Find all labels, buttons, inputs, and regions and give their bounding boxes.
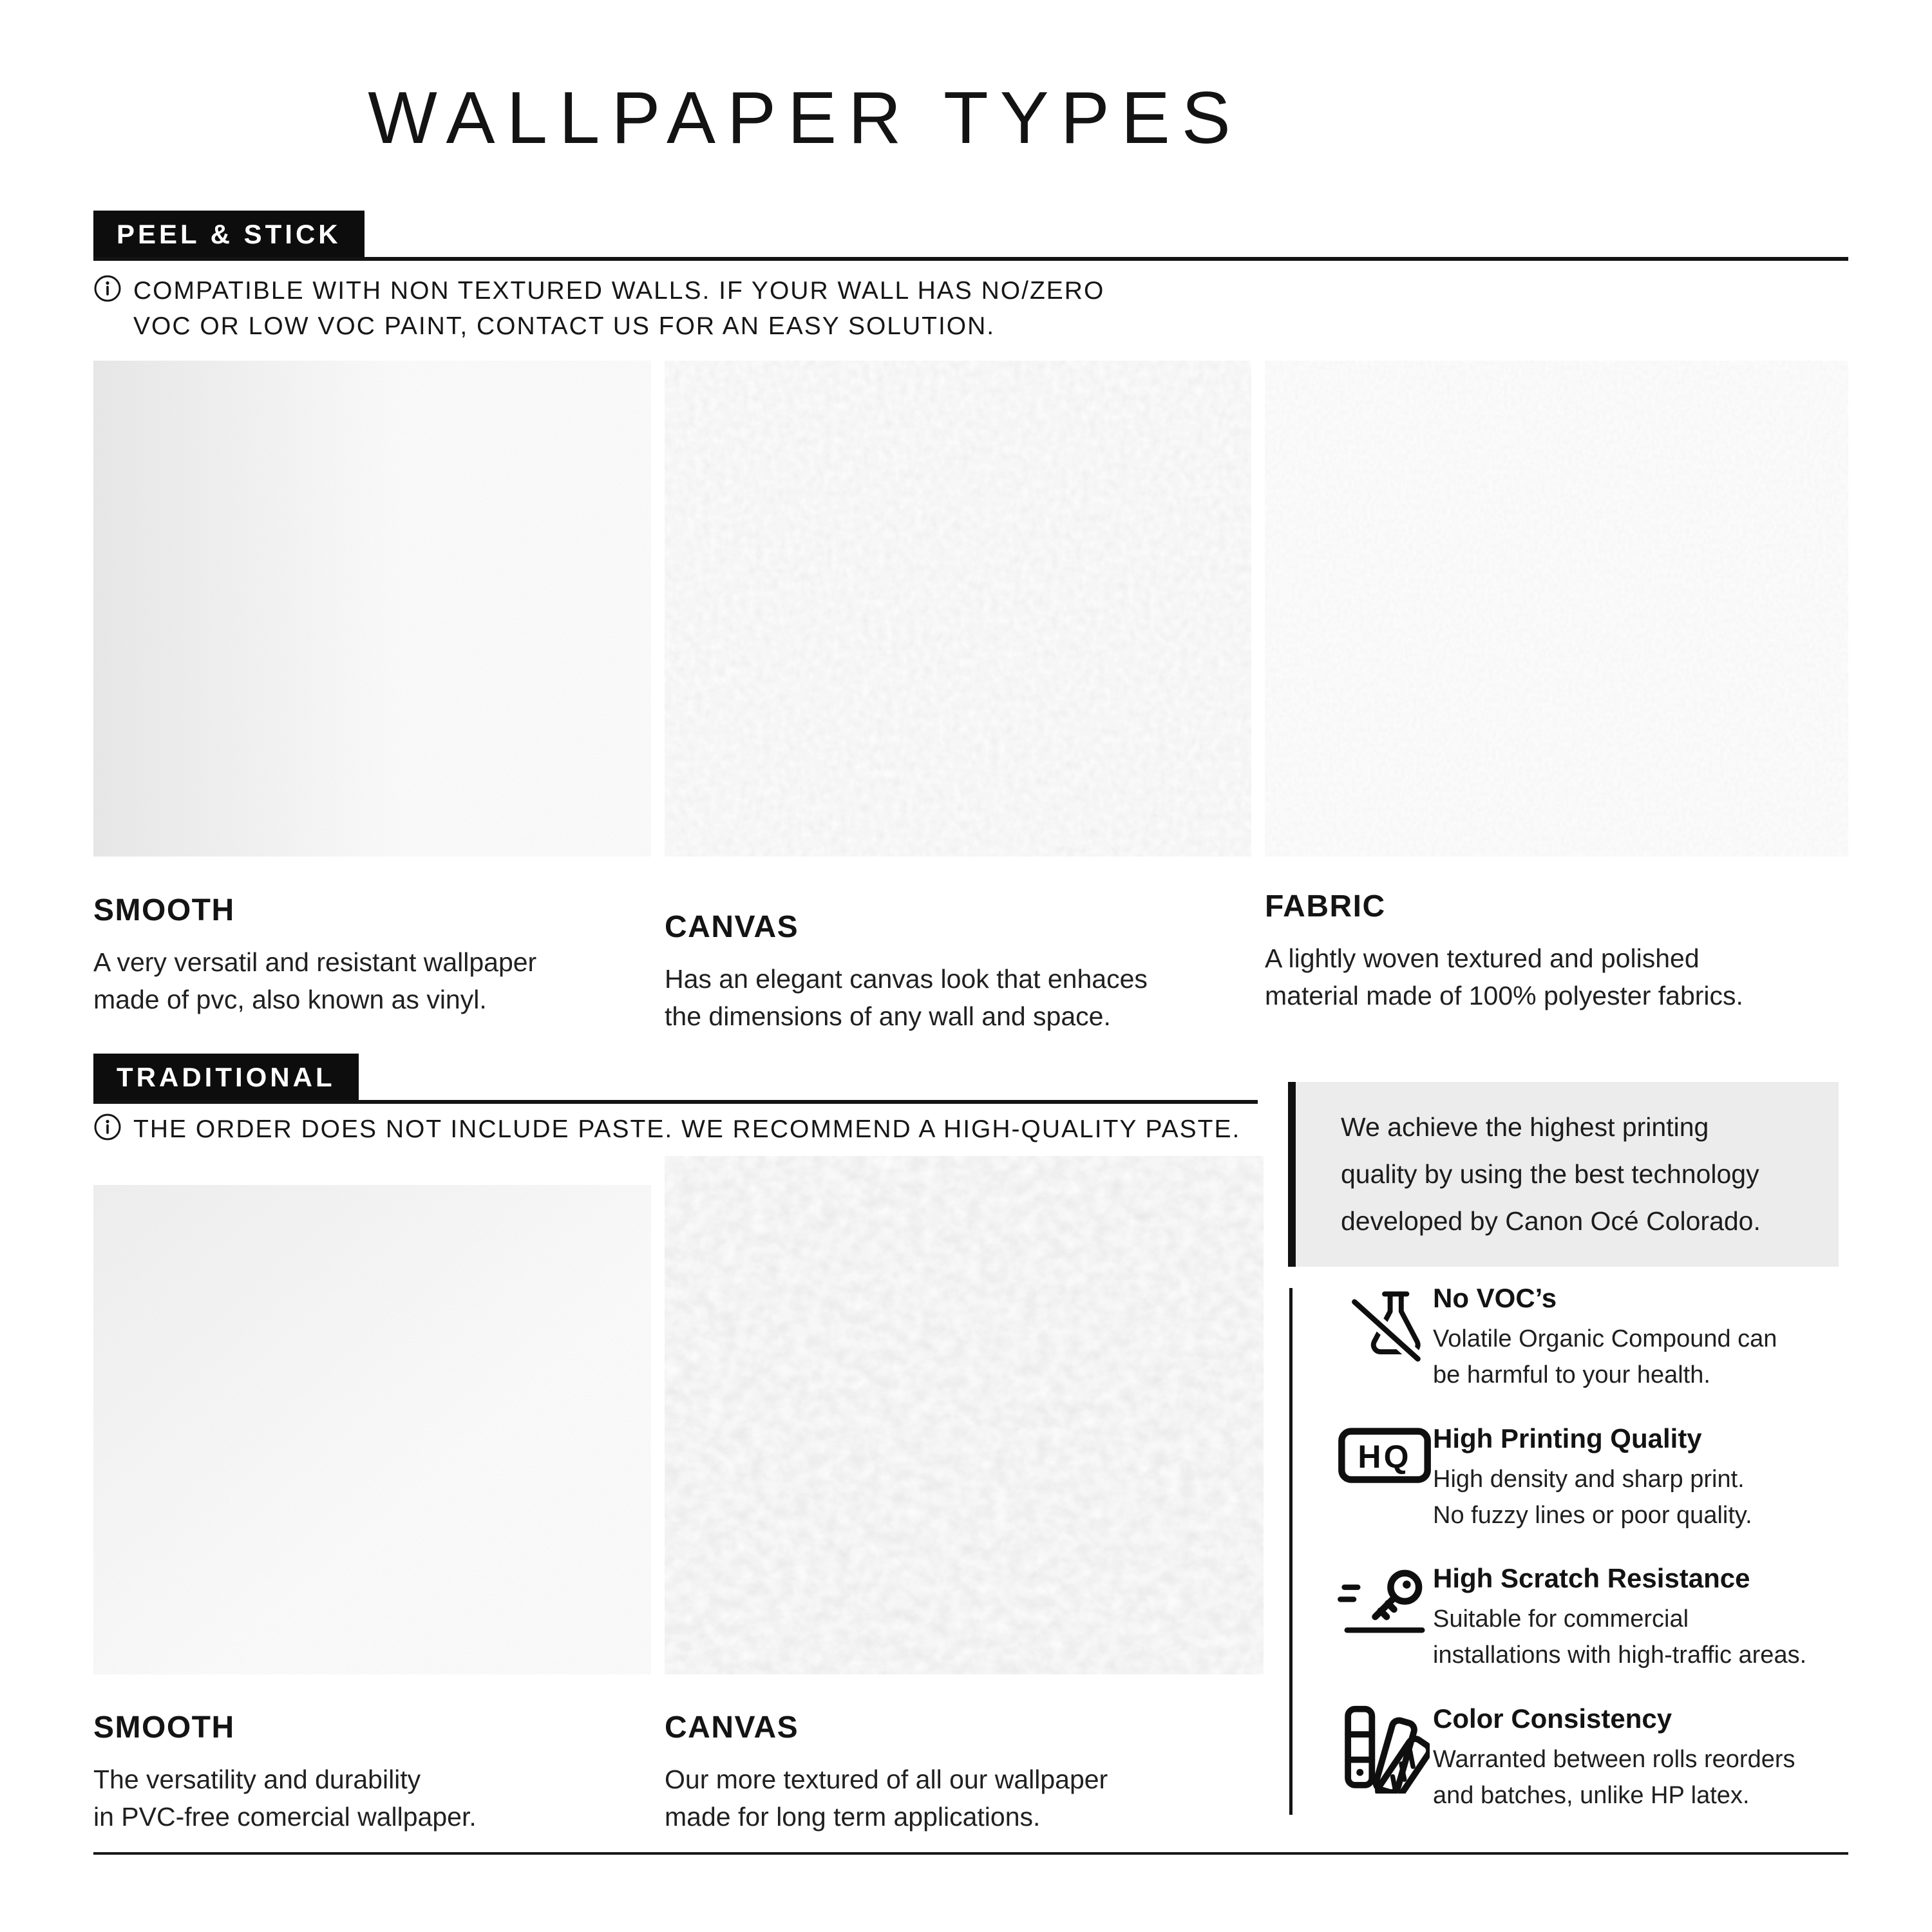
section-badge-traditional: TRADITIONAL bbox=[93, 1054, 359, 1100]
swatch-description bbox=[665, 960, 1251, 1035]
swatch-description bbox=[1265, 940, 1848, 1014]
feature-item-no-voc bbox=[1336, 1283, 1852, 1394]
swatch-card-smooth-traditional bbox=[93, 1185, 651, 1835]
feature-description bbox=[1433, 1321, 1852, 1394]
swatch-description-line: Has an elegant canvas look that enhaces bbox=[665, 964, 1148, 994]
hq-badge-icon bbox=[1336, 1423, 1433, 1488]
fabric-texture-sample bbox=[1265, 361, 1848, 857]
section-header-peel-stick bbox=[93, 211, 1848, 261]
info-note-peel-stick bbox=[93, 273, 1104, 345]
printing-quality-note-box bbox=[1288, 1082, 1839, 1267]
peel-stick-swatches bbox=[93, 361, 1848, 1035]
feature-item-high-printing-quality bbox=[1336, 1423, 1852, 1534]
feature-description-line: be harmful to your health. bbox=[1433, 1361, 1710, 1388]
section-badge-peel-stick: PEEL & STICK bbox=[93, 211, 365, 257]
swatch-description-line: made of pvc, also known as vinyl. bbox=[93, 985, 487, 1015]
swatch-description-line: material made of 100% polyester fabrics. bbox=[1265, 981, 1743, 1011]
canvas-texture-sample bbox=[665, 361, 1251, 857]
feature-title: High Printing Quality bbox=[1433, 1423, 1702, 1454]
note-line-1: COMPATIBLE WITH NON TEXTURED WALLS. IF YOUR WALL HAS NO/ZERO bbox=[133, 277, 1105, 305]
swatch-title: SMOOTH bbox=[93, 893, 235, 927]
swatch-card-fabric bbox=[1265, 361, 1848, 1035]
feature-description-line: Suitable for commercial bbox=[1433, 1605, 1689, 1633]
svg-text:HQ: HQ bbox=[1358, 1438, 1412, 1475]
swatch-card-canvas-traditional bbox=[665, 1185, 1264, 1835]
note-line-2: VOC OR LOW VOC PAINT, CONTACT US FOR AN EASY SOLUTION. bbox=[133, 312, 996, 341]
swatch-description-line: in PVC-free comercial wallpaper. bbox=[93, 1802, 477, 1832]
swatch-description-line: the dimensions of any wall and space. bbox=[665, 1001, 1111, 1032]
flask-no-voc-icon bbox=[1336, 1283, 1433, 1365]
note-line-1: THE ORDER DOES NOT INCLUDE PASTE. WE RECOMMEND A HIGH-QUALITY PASTE. bbox=[133, 1115, 1241, 1143]
swatch-card-smooth bbox=[93, 361, 651, 1035]
feature-description bbox=[1433, 1602, 1852, 1674]
swatch-description-line: Our more textured of all our wallpaper bbox=[665, 1765, 1108, 1794]
swatch-description-line: made for long term applications. bbox=[665, 1802, 1041, 1832]
feature-description-line: and batches, unlike HP latex. bbox=[1433, 1782, 1750, 1810]
quality-note-line-1: We achieve the highest printing bbox=[1341, 1112, 1709, 1142]
feature-description-line: High density and sharp print. bbox=[1433, 1465, 1745, 1493]
note-text bbox=[133, 1112, 1240, 1147]
swatch-title: FABRIC bbox=[1265, 889, 1386, 923]
bottom-rule bbox=[93, 1852, 1848, 1855]
info-icon bbox=[93, 274, 122, 303]
quality-note-line-2: quality by using the best technology bbox=[1341, 1159, 1759, 1189]
swatch-description-line: A lightly woven textured and polished bbox=[1265, 943, 1700, 973]
section-header-traditional bbox=[93, 1054, 1258, 1104]
scratch-resistance-key-icon bbox=[1336, 1563, 1433, 1638]
feature-description-line: Volatile Organic Compound can bbox=[1433, 1325, 1777, 1352]
feature-description-line: installations with high-traffic areas. bbox=[1433, 1642, 1807, 1669]
note-text bbox=[133, 273, 1104, 345]
quality-note-line-3: developed by Canon Océ Colorado. bbox=[1341, 1206, 1761, 1236]
feature-title: Color Consistency bbox=[1433, 1703, 1672, 1734]
feature-item-color-consistency bbox=[1336, 1703, 1852, 1814]
feature-title: No VOC’s bbox=[1433, 1283, 1557, 1313]
swatch-description bbox=[93, 1761, 651, 1835]
swatch-description bbox=[93, 943, 651, 1018]
swatch-card-canvas bbox=[665, 361, 1251, 1035]
feature-title: High Scratch Resistance bbox=[1433, 1563, 1750, 1594]
info-icon bbox=[93, 1113, 122, 1141]
swatch-description bbox=[665, 1761, 1264, 1835]
swatch-title: CANVAS bbox=[665, 910, 799, 944]
swatch-description-line: The versatility and durability bbox=[93, 1765, 421, 1794]
feature-description bbox=[1433, 1742, 1852, 1814]
swatch-title: CANVAS bbox=[665, 1710, 799, 1745]
sidebar-divider bbox=[1289, 1288, 1293, 1815]
feature-description-line: No fuzzy lines or poor quality. bbox=[1433, 1501, 1752, 1529]
feature-list bbox=[1336, 1283, 1852, 1844]
swatch-title: SMOOTH bbox=[93, 1710, 235, 1745]
smooth-texture-sample bbox=[93, 361, 651, 857]
feature-description-line: Warranted between rolls reorders bbox=[1433, 1746, 1795, 1774]
page-title: WALLPAPER TYPES bbox=[368, 77, 1242, 159]
feature-description bbox=[1433, 1462, 1852, 1534]
swatch-description-line: A very versatil and resistant wallpaper bbox=[93, 947, 537, 977]
smooth-texture-sample bbox=[93, 1185, 651, 1674]
coarse-canvas-texture-sample bbox=[665, 1156, 1264, 1674]
traditional-swatches bbox=[93, 1185, 1264, 1835]
color-swatches-icon bbox=[1336, 1703, 1433, 1794]
feature-item-scratch-resistance bbox=[1336, 1563, 1852, 1674]
info-note-traditional bbox=[93, 1112, 1240, 1147]
